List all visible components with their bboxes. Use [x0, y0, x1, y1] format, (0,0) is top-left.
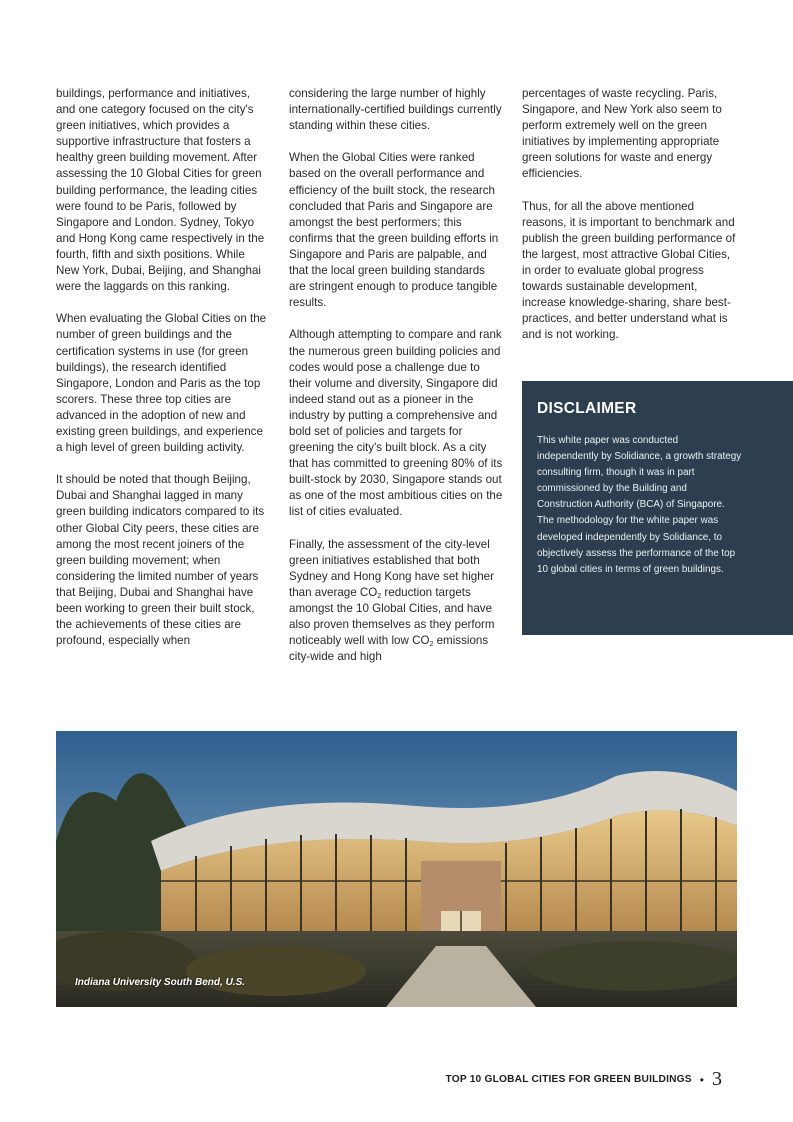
building-illustration [56, 731, 737, 1007]
disclaimer-box [522, 381, 793, 635]
paragraph: When the Global Cities were ranked based on the overall performance and efficiency of the built stock, the research concluded that Paris and Singapore are amongst the best performers; this confirms that the green building efforts in Singapore and Paris are palpable, and that the local green building standards are stringent enough to produce tangible results. [289, 151, 499, 310]
subscript: 2 [377, 592, 382, 600]
paragraph: When evaluating the Global Cities on the number of green buildings and the certification systems in use (for green buildings), the research identified Singapore, London and Paris as the top scorers. These three top cities are advanced in the adoption of new and existing green buildings, and experience a high level of green building activity. [56, 312, 267, 455]
text-run: Finally, the assessment of the city-level green initiatives established that both Sydney and Hong Kong have set higher than average CO [289, 537, 494, 599]
paragraph: considering the large number of highly internationally-certified buildings currently standing within these cities. [289, 87, 502, 133]
paragraph [289, 537, 503, 666]
text-column-3 [522, 86, 736, 360]
text-column-1 [56, 86, 270, 665]
photo-caption: Indiana University South Bend, U.S. [75, 977, 246, 988]
paragraph: Although attempting to compare and rank the numerous green building policies and codes would pose a challenge due to their volume and diversity, Singapore did indeed stand out as a pioneer in the industry by putting a comprehensive and bold set of policies and targets for greening the city's built block. As a city that has committed to greening 80% of its built-stock by 2030, Singapore stands out as one of the most ambitious cities on the list of cities evaluated. [289, 328, 503, 519]
paragraph: Thus, for all the above mentioned reasons, it is important to benchmark and publish the green building performance of the largest, most attractive Global Cities, in order to evaluate global progress towards sustainable development, increase knowledge-sharing, share best-practices, and better understand what is and is not working. [522, 199, 736, 342]
building-photo [56, 731, 737, 1007]
subscript: 2 [429, 641, 434, 649]
page-footer [445, 1068, 722, 1091]
page-number: 3 [712, 1068, 722, 1090]
paragraph: percentages of waste recycling. Paris, Singapore, and New York also seem to perform extremely well on the green initiatives by implementing appropriate green solutions for waste and energy efficiencies. [522, 87, 722, 181]
text-run: emissions city-wide and high [289, 634, 489, 664]
disclaimer-body: This white paper was conducted independently by Solidiance, a growth strategy consulting firm, though it was in part commissioned by the Building and Construction Authority (BCA) of Singapore. The methodology for the white paper was developed independently by Solidiance, to objectively assess the performance of the top 10 global cities in terms of green buildings. [537, 435, 742, 575]
text-run: reduction targets amongst the 10 Global Cities, and have also proven themselves as they perform noticeably well with low CO [289, 585, 495, 648]
disclaimer-heading: DISCLAIMER [537, 400, 637, 417]
paragraph: buildings, performance and initiatives, and one category focused on the city's green initiatives, which provides a supportive infrastructure that fosters a healthy green building movement. After assessing the 10 Global Cities for green building performance, the leading cities were found to be Paris, followed by Singapore and London. Sydney, Tokyo and Hong Kong came respectively in the fourth, fifth and sixth positions. While New York, Dubai, Beijing, and Shanghai were the laggards on this ranking. [56, 87, 265, 294]
paragraph: It should be noted that though Beijing, Dubai and Shanghai lagged in many green building indicators compared to its other Global City peers, these cities are among the most recent joiners of the green building movement; when considering the limited number of years that Beijing, Dubai and Shanghai have been working to green their built stock, the achievements of these cities are profound, especially when [56, 473, 265, 648]
footer-separator: • [699, 1072, 704, 1087]
text-column-2 [289, 86, 503, 681]
footer-title: TOP 10 GLOBAL CITIES FOR GREEN BUILDINGS [445, 1074, 692, 1085]
